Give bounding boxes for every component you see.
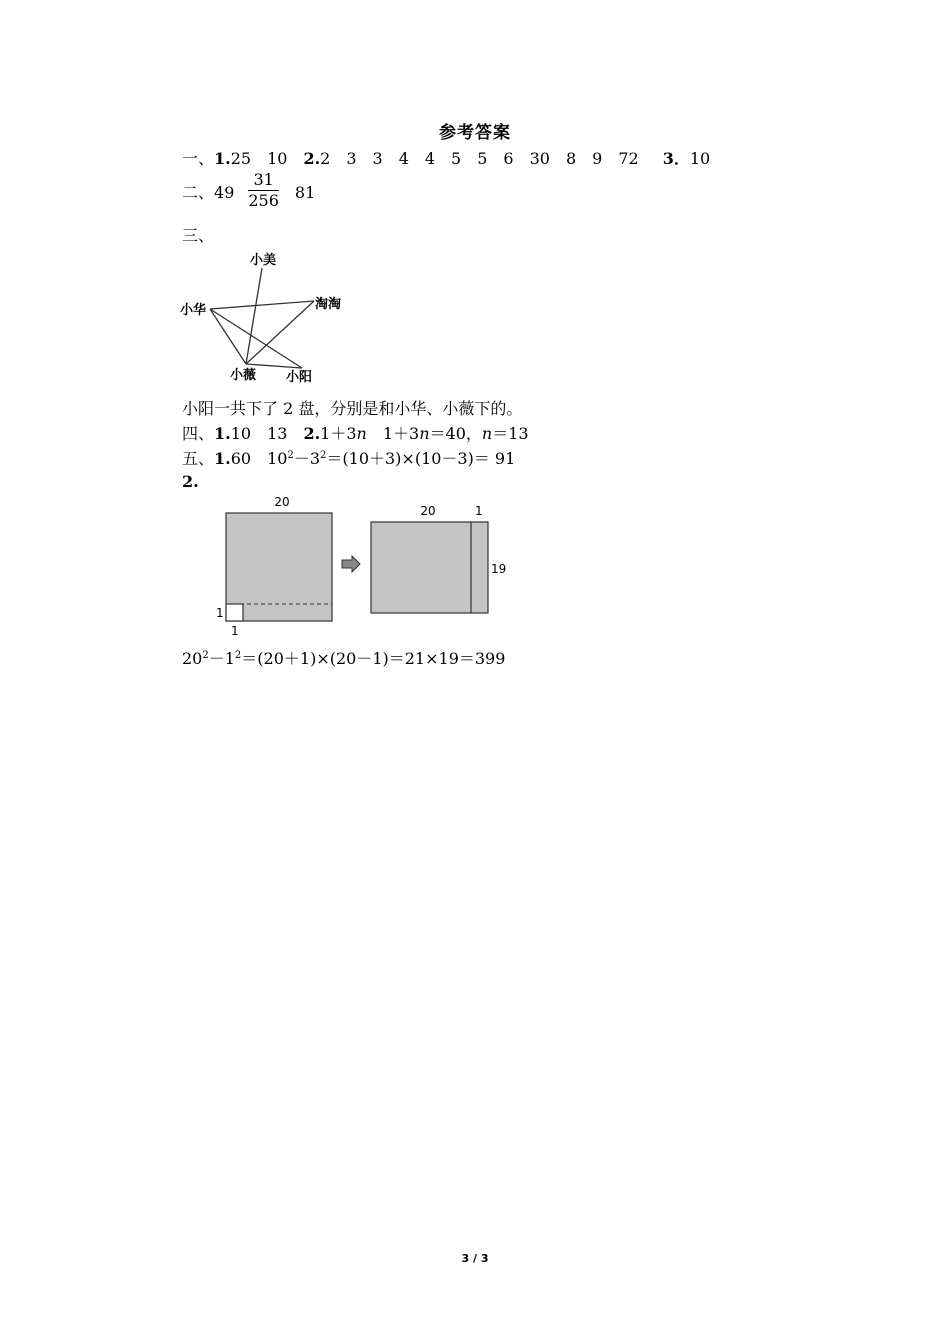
fraction-numerator: 31 bbox=[248, 171, 279, 191]
edge-mei-wei bbox=[246, 268, 262, 364]
section-1-prefix: 一、 bbox=[182, 149, 215, 168]
node-label-xiaohua: 小华 bbox=[180, 303, 207, 318]
section-5-final-equation bbox=[182, 646, 505, 669]
section-4-q2-expr-d: ＝13 bbox=[492, 424, 529, 443]
section-4-q2-expr-c: ＝40， bbox=[429, 424, 482, 443]
section-4-q2-var-3: n bbox=[481, 424, 493, 443]
section-3-prefix: 三、 bbox=[182, 226, 215, 245]
section-1-q2-answers: 2 3 3 4 4 5 5 6 30 8 9 72 bbox=[320, 149, 639, 168]
left-top-label: 20 bbox=[274, 495, 290, 509]
section-5-q1-expr-a: 60 10 bbox=[230, 449, 288, 468]
page-number: 3 / 3 bbox=[461, 1252, 489, 1265]
section-4-line bbox=[182, 421, 529, 444]
section-4-q1-number: 1. bbox=[214, 424, 231, 443]
section-5-q1-expr-b: －3 bbox=[293, 449, 321, 468]
section-1-q2-number: 2. bbox=[303, 149, 321, 168]
section-5-q1-exponent-2: 2 bbox=[320, 450, 327, 461]
node-label-xiaowei: 小薇 bbox=[230, 368, 257, 383]
final-exponent-2: 2 bbox=[234, 650, 242, 661]
right-arrow-icon bbox=[342, 556, 360, 572]
final-expr-b: －1 bbox=[208, 649, 235, 668]
section-5-q2-number: 2. bbox=[182, 472, 199, 491]
edge-hua-taotao bbox=[210, 301, 314, 309]
section-4-q1-answers: 10 13 bbox=[230, 424, 288, 443]
section-4-q2-var-2: n bbox=[419, 424, 430, 443]
final-expr-a: 20 bbox=[182, 649, 203, 668]
section-5-q1-exponent-1: 2 bbox=[287, 450, 294, 461]
section-1-q3-number: 3． bbox=[662, 149, 690, 168]
right-top-small-label: 1 bbox=[475, 504, 483, 518]
final-expr-c: ＝(20＋1)×(20－1)＝21×19＝399 bbox=[241, 649, 506, 668]
node-label-taotao: 淘淘 bbox=[315, 297, 342, 312]
area-transformation-figure bbox=[210, 490, 520, 640]
section-1-line bbox=[182, 146, 710, 169]
section-1-q3-answer: 10 bbox=[689, 149, 711, 168]
section-4-prefix: 四、 bbox=[182, 424, 215, 443]
final-exponent-1: 2 bbox=[202, 650, 209, 661]
section-5-q1-number: 1. bbox=[214, 449, 231, 468]
section-2-answer-1: 49 bbox=[214, 182, 235, 202]
section-4-q2-expr-a: 1＋3 bbox=[320, 424, 357, 443]
section-2-fraction bbox=[248, 171, 279, 211]
section-5-line bbox=[182, 446, 515, 469]
section-5-q1-expr-c: ＝(10＋3)×(10－3)＝ 91 bbox=[326, 449, 516, 468]
section-2-line bbox=[182, 170, 316, 213]
section-2-prefix: 二、 bbox=[182, 182, 215, 202]
section-5-prefix: 五、 bbox=[182, 449, 215, 468]
right-top-label: 20 bbox=[420, 504, 436, 518]
fraction-denominator: 256 bbox=[248, 191, 279, 210]
node-label-xiaomei: 小美 bbox=[250, 253, 277, 268]
section-1-q1-number: 1. bbox=[214, 149, 231, 168]
section-4-q2-var: n bbox=[356, 424, 367, 443]
edge-hua-yang bbox=[210, 309, 302, 368]
section-2-answer-3: 81 bbox=[294, 182, 316, 202]
game-network-diagram bbox=[178, 246, 358, 386]
section-3-conclusion: 小阳一共下了 2 盘，分别是和小华、小薇下的。 bbox=[182, 399, 523, 418]
section-4-q2-expr-b: 1＋3 bbox=[366, 424, 420, 443]
removed-small-square bbox=[226, 604, 243, 621]
left-bottom-label: 1 bbox=[231, 624, 239, 638]
edge-hua-wei bbox=[210, 309, 246, 364]
page-title: 参考答案 bbox=[439, 123, 511, 143]
left-side-label: 1 bbox=[216, 606, 224, 620]
right-side-label: 19 bbox=[491, 562, 507, 576]
section-1-q1-answers: 25 10 bbox=[230, 149, 288, 168]
node-label-xiaoyang: 小阳 bbox=[286, 370, 313, 385]
section-4-q2-number: 2. bbox=[303, 424, 321, 443]
